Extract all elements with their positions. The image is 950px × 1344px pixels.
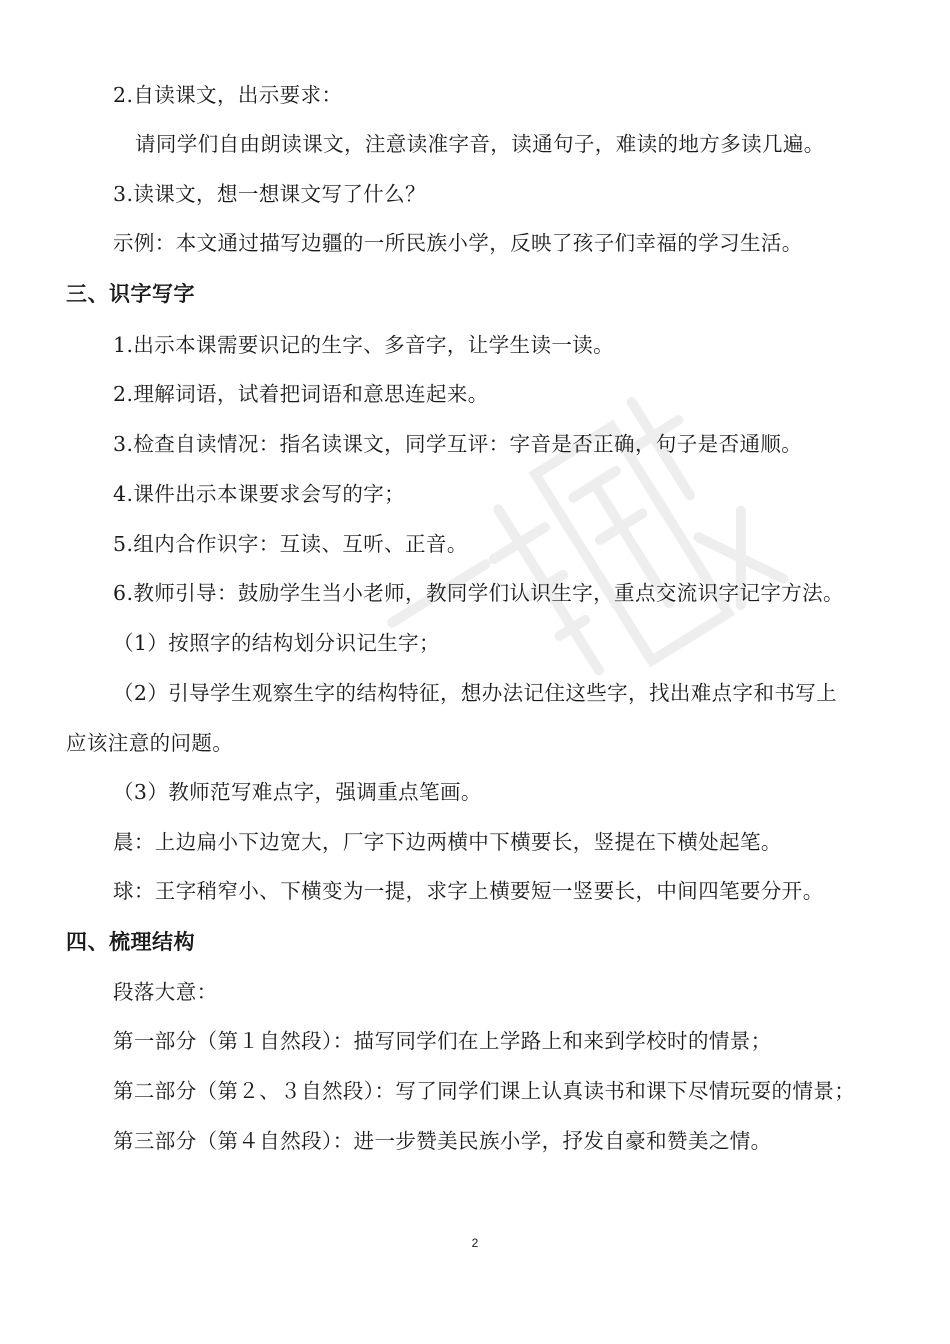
- paragraph-line: （1）按照字的结构划分识记生字；: [113, 631, 440, 655]
- paragraph-line: 请同学们自由朗读课文，注意读准字音，读通句子，难读的地方多读几遍。: [135, 132, 825, 156]
- paragraph-line: 第二部分（第２、３自然段）：写了同学们课上认真读书和课下尽情玩耍的情景；: [113, 1079, 856, 1103]
- paragraph-line: 应该注意的问题。: [66, 731, 234, 755]
- paragraph-line: 第三部分（第４自然段）：进一步赞美民族小学，抒发自豪和赞美之情。: [113, 1129, 772, 1153]
- paragraph-line: （3）教师范写难点字，强调重点笔画。: [113, 780, 482, 804]
- section-heading: 四、梳理结构: [66, 930, 195, 954]
- paragraph-line: 2.理解词语，试着把词语和意思连起来。: [113, 382, 489, 406]
- paragraph-line: 示例：本文通过描写边疆的一所民族小学，反映了孩子们幸福的学习生活。: [113, 231, 803, 255]
- paragraph-line: 第一部分（第１自然段）：描写同学们在上学路上和来到学校时的情景；: [113, 1029, 772, 1053]
- paragraph-line: 球：王字稍窄小、下横变为一提，求字上横要短一竖要长，中间四笔要分开。: [113, 879, 824, 903]
- paragraph-line: 晨：上边扁小下边宽大，厂字下边两横中下横要长，竖提在下横处起笔。: [113, 830, 782, 854]
- paragraph-line: 3.检查自读情况：指名读课文，同学互评：字音是否正确，句子是否通顺。: [113, 432, 803, 456]
- paragraph-line: （2）引导学生观察生字的结构特征，想办法记住这些字，找出难点字和书写上: [113, 681, 838, 705]
- paragraph-line: 6.教师引导：鼓励学生当小老师，教同学们认识生字，重点交流识字记字方法。: [113, 581, 844, 605]
- paragraph-line: 1.出示本课需要识记的生字、多音字，让学生读一读。: [113, 333, 615, 357]
- paragraph-line: 段落大意：: [113, 980, 218, 1004]
- paragraph-line: 2.自读课文，出示要求：: [113, 83, 343, 107]
- paragraph-line: 5.组内合作识字：互读、互听、正音。: [113, 532, 468, 556]
- section-heading: 三、识字写字: [66, 282, 195, 306]
- page-number: 2: [471, 1236, 479, 1250]
- paragraph-line: 3.读课文，想一想课文写了什么？: [113, 182, 426, 206]
- paragraph-line: 4.课件出示本课要求会写的字；: [113, 482, 406, 506]
